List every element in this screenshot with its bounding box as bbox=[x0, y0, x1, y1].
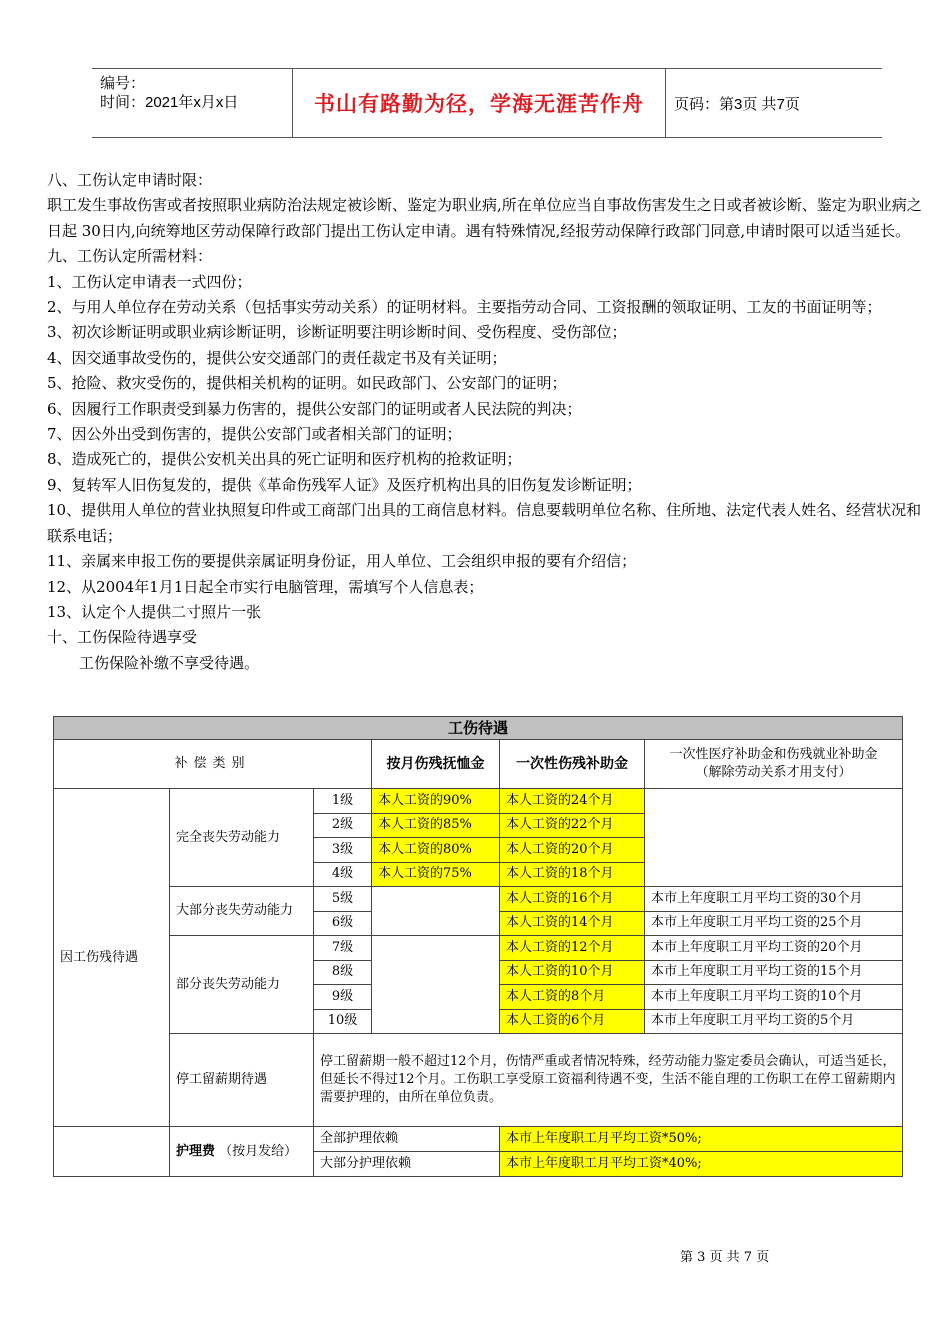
table-row bbox=[54, 1034, 903, 1127]
table-row bbox=[54, 936, 903, 961]
group-nursing bbox=[170, 1127, 314, 1177]
medical-cell: 本市上年度职工月平均工资的5个月 bbox=[645, 1009, 903, 1034]
list-item: 13、认定个人提供二寸照片一张 bbox=[47, 602, 262, 621]
group-total-loss: 完全丧失劳动能力 bbox=[170, 789, 314, 887]
lump-cell: 本人工资的16个月 bbox=[500, 887, 645, 912]
table-row bbox=[54, 1127, 903, 1152]
level-cell: 8级 bbox=[314, 960, 372, 985]
header-page-info: 页码：第3页 共7页 bbox=[674, 95, 800, 113]
header-category: 补偿类别 bbox=[54, 740, 372, 789]
document-body bbox=[47, 168, 927, 676]
list-item: 11、亲属来申报工伤的要提供亲属证明身份证，用人单位、工会组织申报的要有介绍信； bbox=[47, 552, 637, 571]
group-leave-period: 停工留薪期待遇 bbox=[170, 1034, 314, 1127]
level-cell: 1级 bbox=[314, 789, 372, 814]
table-row bbox=[54, 887, 903, 912]
monthly-cell: 本人工资的80% bbox=[372, 838, 500, 863]
header-medical-note: （解除劳动关系才用支付） bbox=[695, 765, 852, 780]
lump-cell: 本人工资的12个月 bbox=[500, 936, 645, 961]
header-monthly: 按月伤残抚恤金 bbox=[372, 740, 500, 789]
motto-text: 书山有路勤为径，学海无涯苦作舟 bbox=[314, 92, 644, 116]
monthly-cell: 本人工资的75% bbox=[372, 862, 500, 887]
header-medical-title: 一次性医疗补助金和伤残就业补助金 bbox=[669, 747, 878, 762]
level-cell: 9级 bbox=[314, 985, 372, 1010]
list-item: 1、工伤认定申请表一式四份； bbox=[47, 272, 252, 291]
lump-cell: 本人工资的14个月 bbox=[500, 911, 645, 936]
list-item: 10、提供用人单位的营业执照复印件或工商部门出具的工商信息材料。信息要载明单位名称、住所地、法定代表人姓名、经营状况和联系电话； bbox=[47, 501, 922, 545]
lump-cell: 本人工资的20个月 bbox=[500, 838, 645, 863]
level-cell: 4级 bbox=[314, 862, 372, 887]
lump-cell: 本人工资的24个月 bbox=[500, 789, 645, 814]
list-item: 9、复转军人旧伤复发的，提供《革命伤残军人证》及医疗机构出具的旧伤复发诊断证明； bbox=[47, 475, 642, 494]
level-cell: 3级 bbox=[314, 838, 372, 863]
list-item: 8、造成死亡的，提供公安机关出具的死亡证明和医疗机构的抢救证明； bbox=[47, 450, 522, 469]
monthly-empty-cell bbox=[372, 887, 500, 936]
header-motto-cell bbox=[293, 69, 666, 137]
header-lump-sum: 一次性伤残补助金 bbox=[500, 740, 645, 789]
level-cell: 6级 bbox=[314, 911, 372, 936]
document-number-label: 编号： bbox=[100, 75, 146, 92]
list-item: 2、与用人单位存在劳动关系（包括事实劳动关系）的证明材料。主要指劳动合同、工资报酬的领取证明、工友的书面证明等； bbox=[47, 298, 882, 317]
main-category: 因工伤残待遇 bbox=[54, 789, 170, 1127]
leave-description: 停工留薪期一般不超过12个月，伤情严重或者情况特殊，经劳动能力鉴定委员会确认，可适当延长，但延长不得过12个月。工伤职工享受原工资福利待遇不变，生活不能自理的工伤职工在停工留薪期内需要护理的，由所在单位负责。 bbox=[314, 1034, 903, 1127]
table-row bbox=[54, 789, 903, 814]
lump-cell: 本人工资的6个月 bbox=[500, 1009, 645, 1034]
medical-cell: 本市上年度职工月平均工资的15个月 bbox=[645, 960, 903, 985]
list-item: 12、从2004年1月1日起全市实行电脑管理，需填写个人信息表； bbox=[47, 577, 484, 596]
section-heading: 九、工伤认定所需材料： bbox=[47, 247, 213, 266]
list-item: 6、因履行工作职责受到暴力伤害的，提供公安部门的证明或者人民法院的判决； bbox=[47, 399, 582, 418]
benefits-table bbox=[53, 716, 903, 1177]
lump-cell: 本人工资的22个月 bbox=[500, 813, 645, 838]
medical-cell: 本市上年度职工月平均工资的20个月 bbox=[645, 936, 903, 961]
level-cell: 5级 bbox=[314, 887, 372, 912]
lump-cell: 本人工资的10个月 bbox=[500, 960, 645, 985]
list-item: 7、因公外出受到伤害的，提供公安部门或者相关部门的证明； bbox=[47, 425, 462, 444]
nursing-fee-label: 护理费 bbox=[176, 1143, 216, 1159]
medical-cell: 本市上年度职工月平均工资的30个月 bbox=[645, 887, 903, 912]
monthly-cell: 本人工资的85% bbox=[372, 813, 500, 838]
list-item: 5、抢险、救灾受伤的，提供相关机构的证明。如民政部门、公安部门的证明； bbox=[47, 374, 567, 393]
header-meta-cell bbox=[92, 69, 293, 137]
header-page-cell bbox=[666, 69, 882, 137]
group-partial-loss: 部分丧失劳动能力 bbox=[170, 936, 314, 1034]
medical-empty-cell bbox=[645, 789, 903, 887]
document-time-label: 时间：2021年x月x日 bbox=[100, 94, 239, 111]
nursing-level-label: 全部护理依赖 bbox=[314, 1127, 500, 1152]
level-cell: 7级 bbox=[314, 936, 372, 961]
medical-cell: 本市上年度职工月平均工资的25个月 bbox=[645, 911, 903, 936]
lump-cell: 本人工资的18个月 bbox=[500, 862, 645, 887]
nursing-fee-note: （按月发给） bbox=[219, 1143, 298, 1159]
document-header bbox=[92, 68, 882, 138]
monthly-cell: 本人工资的90% bbox=[372, 789, 500, 814]
header-medical bbox=[645, 740, 903, 789]
list-item: 3、初次诊断证明或职业病诊断证明，诊断证明要注明诊断时间、受伤程度、受伤部位； bbox=[47, 323, 627, 342]
medical-cell: 本市上年度职工月平均工资的10个月 bbox=[645, 985, 903, 1010]
paragraph: 职工发生事故伤害或者按照职业病防治法规定被诊断、鉴定为职业病,所在单位应当自事故伤害发生之日或者被诊断、鉴定为职业病之日起 30日内,向统筹地区劳动保障行政部门提出工伤认定申请。遇有特殊情况,经报劳动保障行政部门同意,申请时限可以适当延长。 bbox=[47, 196, 922, 240]
list-item: 4、因交通事故受伤的，提供公安交通部门的责任裁定书及有关证明； bbox=[47, 348, 507, 367]
section-heading: 八、工伤认定申请时限： bbox=[47, 171, 213, 189]
group-major-loss: 大部分丧失劳动能力 bbox=[170, 887, 314, 936]
nursing-value: 本市上年度职工月平均工资*50%; bbox=[500, 1127, 903, 1152]
monthly-empty-cell bbox=[372, 936, 500, 1034]
table-title: 工伤待遇 bbox=[54, 717, 903, 740]
nursing-level-label: 大部分护理依赖 bbox=[314, 1152, 500, 1177]
level-cell: 10级 bbox=[314, 1009, 372, 1034]
level-cell: 2级 bbox=[314, 813, 372, 838]
paragraph: 工伤保险补缴不享受待遇。 bbox=[79, 653, 260, 672]
lump-cell: 本人工资的8个月 bbox=[500, 985, 645, 1010]
nursing-value: 本市上年度职工月平均工资*40%; bbox=[500, 1152, 903, 1177]
page-footer: 第 3 页 共 7 页 bbox=[680, 1250, 770, 1265]
left-empty-cell bbox=[54, 1127, 170, 1177]
section-heading: 十、工伤保险待遇享受 bbox=[47, 628, 198, 647]
